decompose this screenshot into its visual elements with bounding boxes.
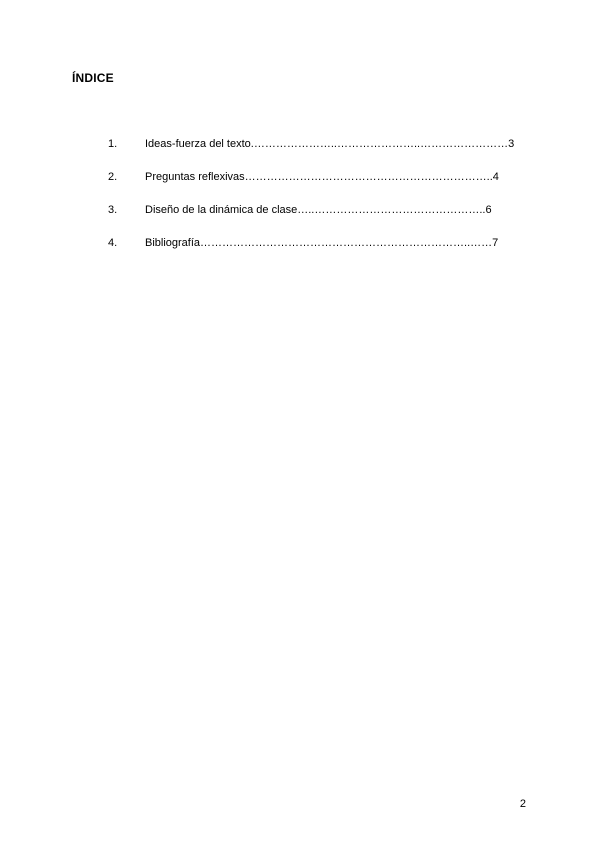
toc-entry-number: 4. xyxy=(108,237,118,249)
toc-entry-number: 1. xyxy=(108,138,118,150)
page-number: 2 xyxy=(519,798,526,810)
toc-entry-number: 3. xyxy=(108,204,118,216)
toc-entry-number: 2. xyxy=(108,171,118,183)
toc-entry-text: Bibliografía………………………………………………………………..……7 xyxy=(145,237,499,249)
page-title: ÍNDICE xyxy=(72,71,114,85)
toc-entry-3 xyxy=(108,204,528,237)
table-of-contents xyxy=(108,138,528,270)
toc-entry-text: Preguntas reflexivas…………………………………………………………..4 xyxy=(145,171,499,183)
toc-entry-4 xyxy=(108,237,528,270)
toc-entry-text: Diseño de la dinámica de clase…..………………………………………..6 xyxy=(145,204,492,216)
toc-entry-text: Ideas-fuerza del texto.…………………..…………………..……………………3 xyxy=(145,138,515,150)
toc-entry-1 xyxy=(108,138,528,171)
toc-entry-2 xyxy=(108,171,528,204)
